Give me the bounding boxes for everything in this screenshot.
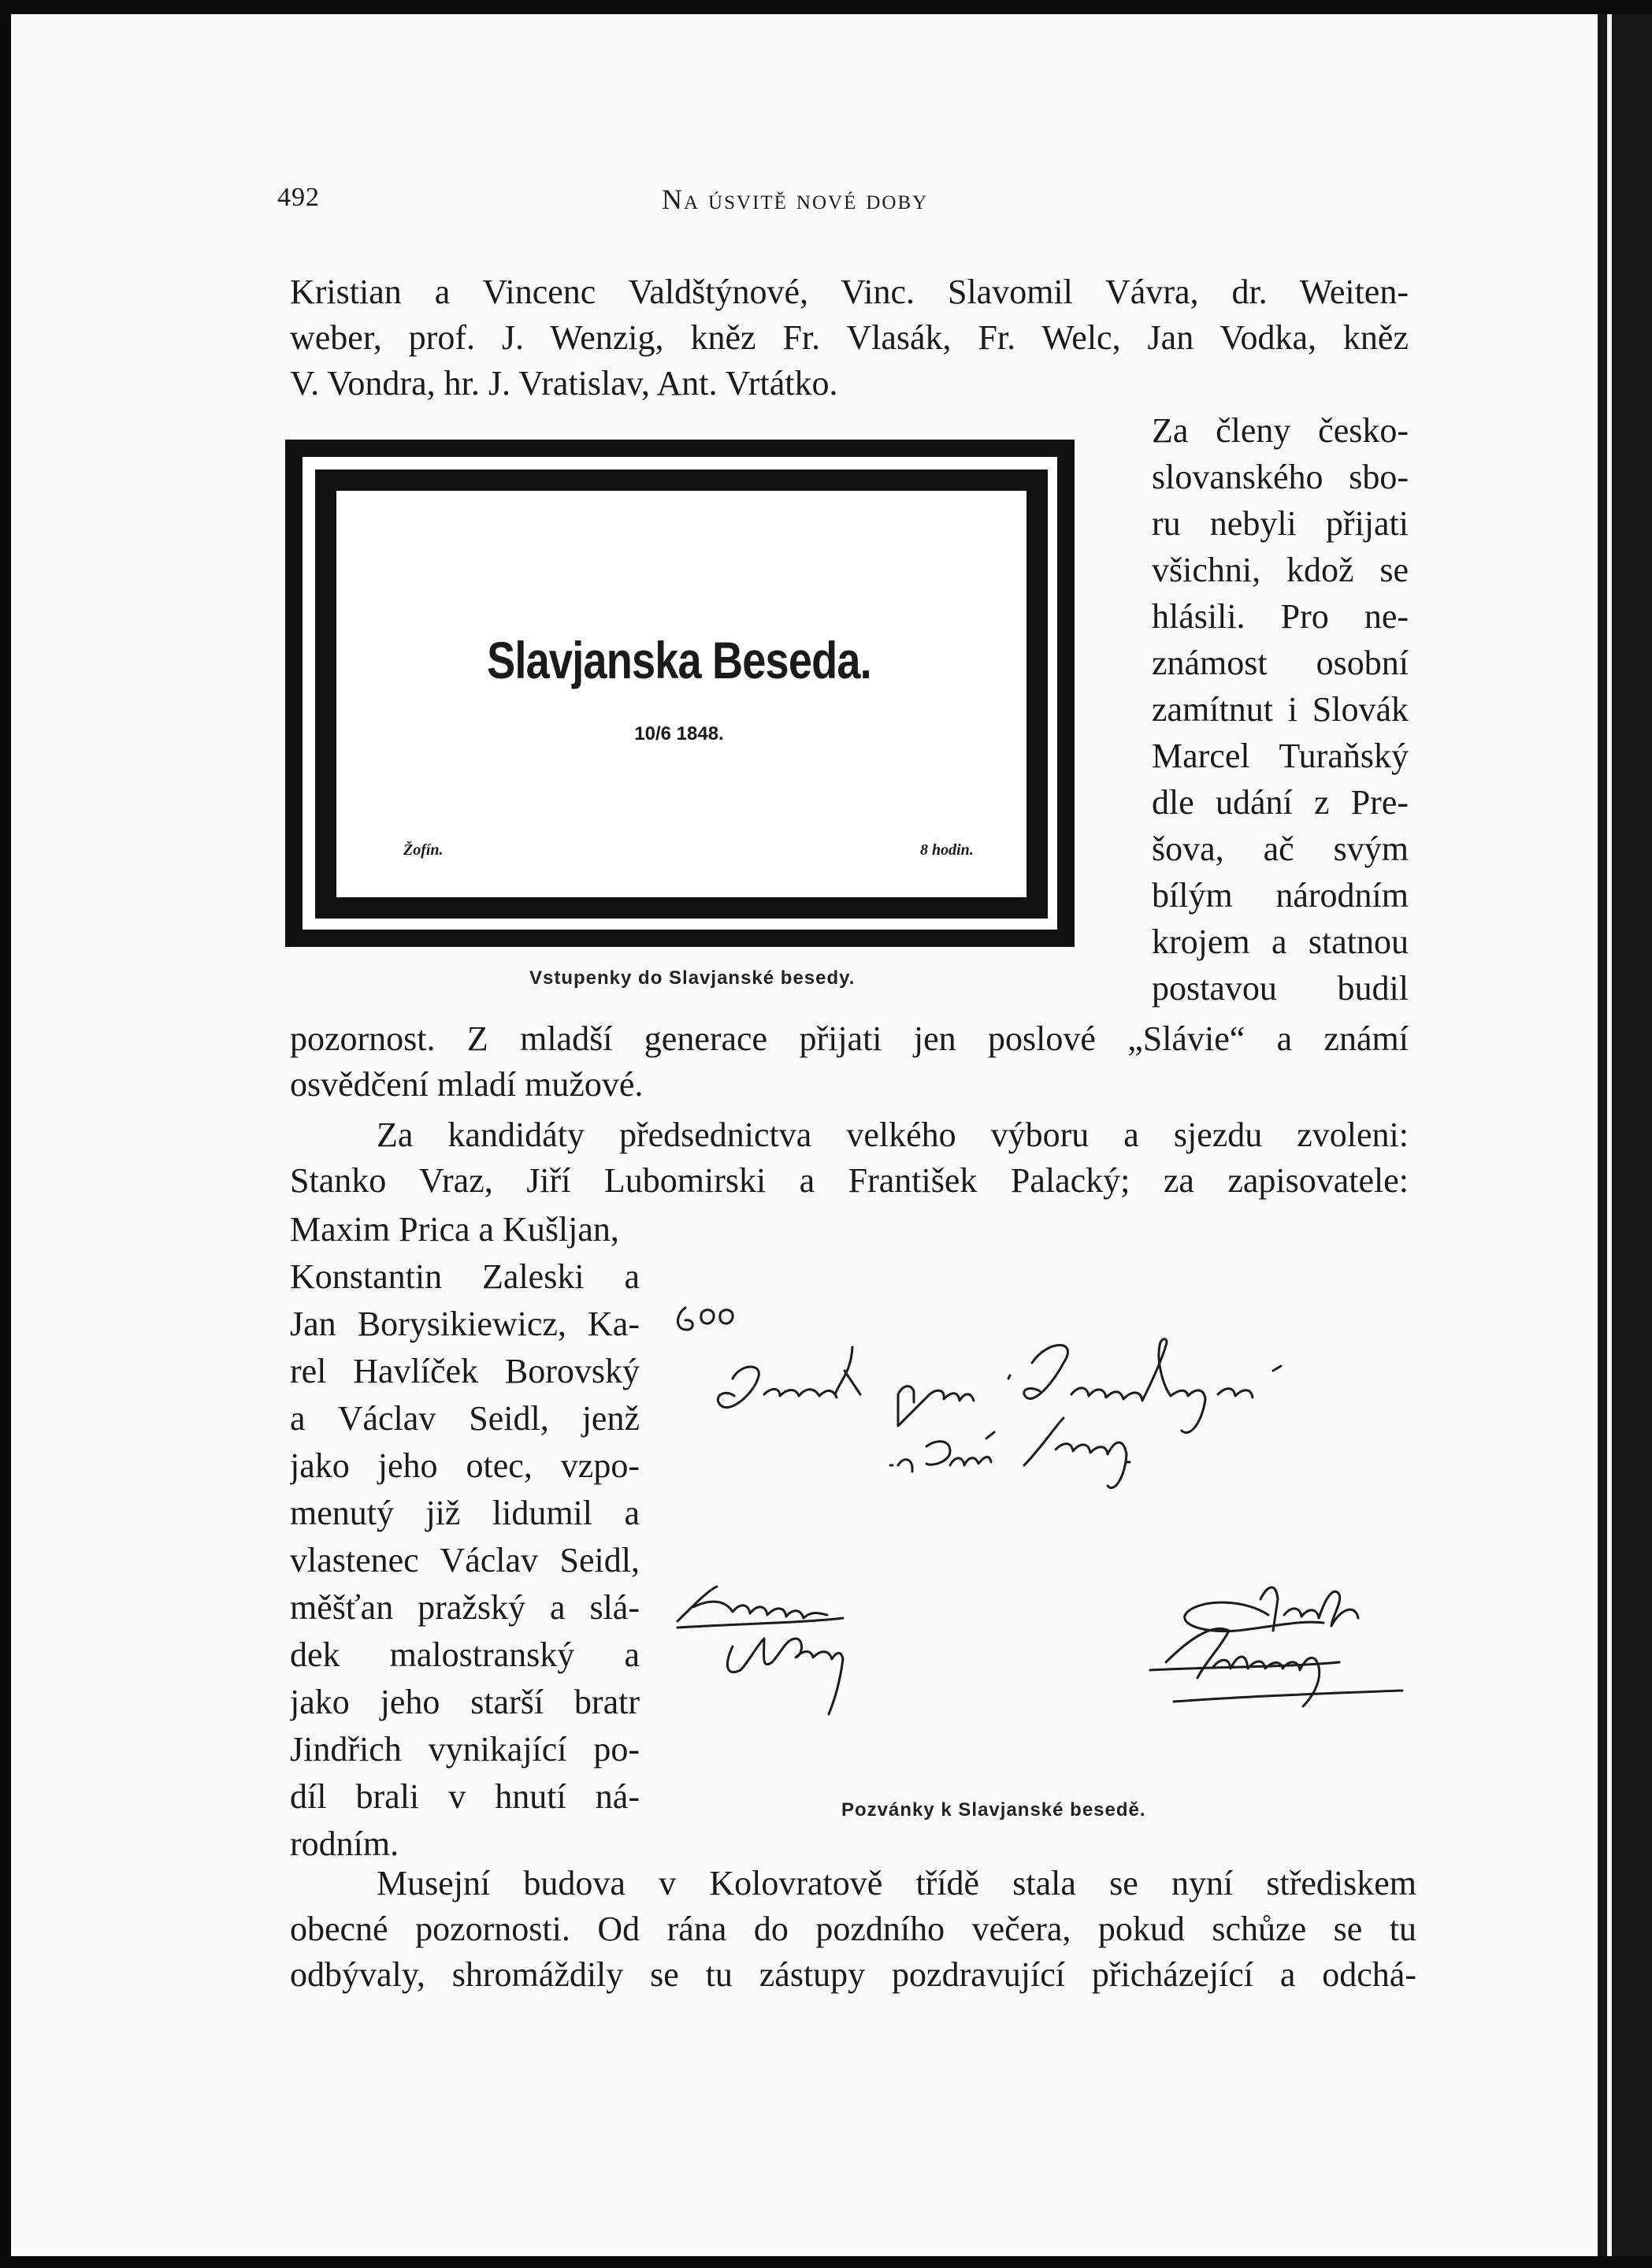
text-line: postavou budil — [1152, 969, 1409, 1008]
text-line: pozornost. Z mladší generace přijati jen poslové „Slávie“ a známí — [290, 1019, 1409, 1058]
text-line: obecné pozornosti. Od rána do pozdního večera, pokud schůze se tu — [290, 1910, 1416, 1948]
ticket-title: Slavjanska Beseda. — [487, 631, 871, 689]
ticket-venue: Žofín. — [403, 841, 444, 859]
text-line: Stanko Vraz, Jiří Lubomirski a František Palacký; za zapisovatele: — [290, 1161, 1409, 1200]
text-line: osvědčení mladí mužové. — [290, 1065, 644, 1104]
text-line: ru nebyli přijati — [1152, 504, 1409, 543]
ticket-time: 8 hodin. — [920, 841, 974, 859]
text-line: dle udání z Pre- — [1152, 783, 1409, 822]
text-line: všichni, kdož se — [1152, 551, 1409, 589]
text-line: Musejní budova v Kolovratově třídě stala se nyní střediskem — [377, 1864, 1416, 1902]
text-line: Marcel Turaňský — [1152, 737, 1409, 775]
ticket-date: 10/6 1848. — [634, 723, 724, 744]
text-line: jako jeho otec, vzpo- — [290, 1446, 640, 1485]
text-line: známost osobní — [1152, 644, 1409, 682]
text-line: odbývaly, shromáždily se tu zástupy pozdravující přicházející a odchá- — [290, 1955, 1416, 1994]
text-line: bílým národním — [1152, 876, 1409, 915]
text-line: Za členy česko- — [1152, 411, 1409, 450]
text-line: menutý již lidumil a — [290, 1494, 640, 1532]
page-number: 492 — [277, 183, 320, 212]
text-line: slovanského sbo- — [1152, 458, 1409, 496]
text-line: Kristian a Vincenc Valdštýnové, Vinc. Slavomil Vávra, dr. Weiten- — [290, 273, 1409, 311]
text-line: jako jeho starší bratr — [290, 1683, 640, 1721]
text-line: Jindřich vynikající po- — [290, 1730, 640, 1769]
text-line: Maxim Prica a Kušljan, — [290, 1210, 619, 1249]
text-line: krojem a statnou — [1152, 922, 1409, 961]
text-line: dek malostranský a — [290, 1635, 640, 1674]
ticket-caption: Vstupenky do Slavjanské besedy. — [529, 967, 856, 989]
text-line: rodním. — [290, 1824, 399, 1863]
text-line: díl brali v hnutí ná- — [290, 1777, 640, 1816]
text-line: vlastenec Václav Seidl, — [290, 1541, 640, 1579]
text-line: zamítnut i Slovák — [1152, 690, 1409, 729]
facing-page-edge — [1598, 14, 1652, 2256]
text-line: šova, ač svým — [1152, 830, 1409, 868]
text-line: měšťan pražský a slá- — [290, 1588, 640, 1627]
text-line: V. Vondra, hr. J. Vratislav, Ant. Vrtátko. — [290, 364, 838, 403]
text-line: hlásili. Pro ne- — [1152, 597, 1409, 636]
text-line: weber, prof. J. Wenzig, kněz Fr. Vlasák, Fr. Welc, Jan Vodka, kněz — [290, 318, 1409, 357]
handwritten-invitation-image — [662, 1276, 1418, 1780]
text-line: rel Havlíček Borovský — [290, 1352, 640, 1390]
text-line: a Václav Seidl, jenž — [290, 1399, 640, 1438]
page-gutter-line — [1607, 14, 1612, 2256]
invitation-caption: Pozvánky k Slavjanské besedě. — [841, 1799, 1146, 1821]
running-title: Na úsvitě nové doby — [662, 184, 929, 215]
text-line: Konstantin Zaleski a — [290, 1257, 640, 1296]
text-line: Jan Borysikiewicz, Ka- — [290, 1305, 640, 1343]
text-line: Za kandidáty předsednictva velkého výboru a sjezdu zvoleni: — [377, 1115, 1409, 1154]
